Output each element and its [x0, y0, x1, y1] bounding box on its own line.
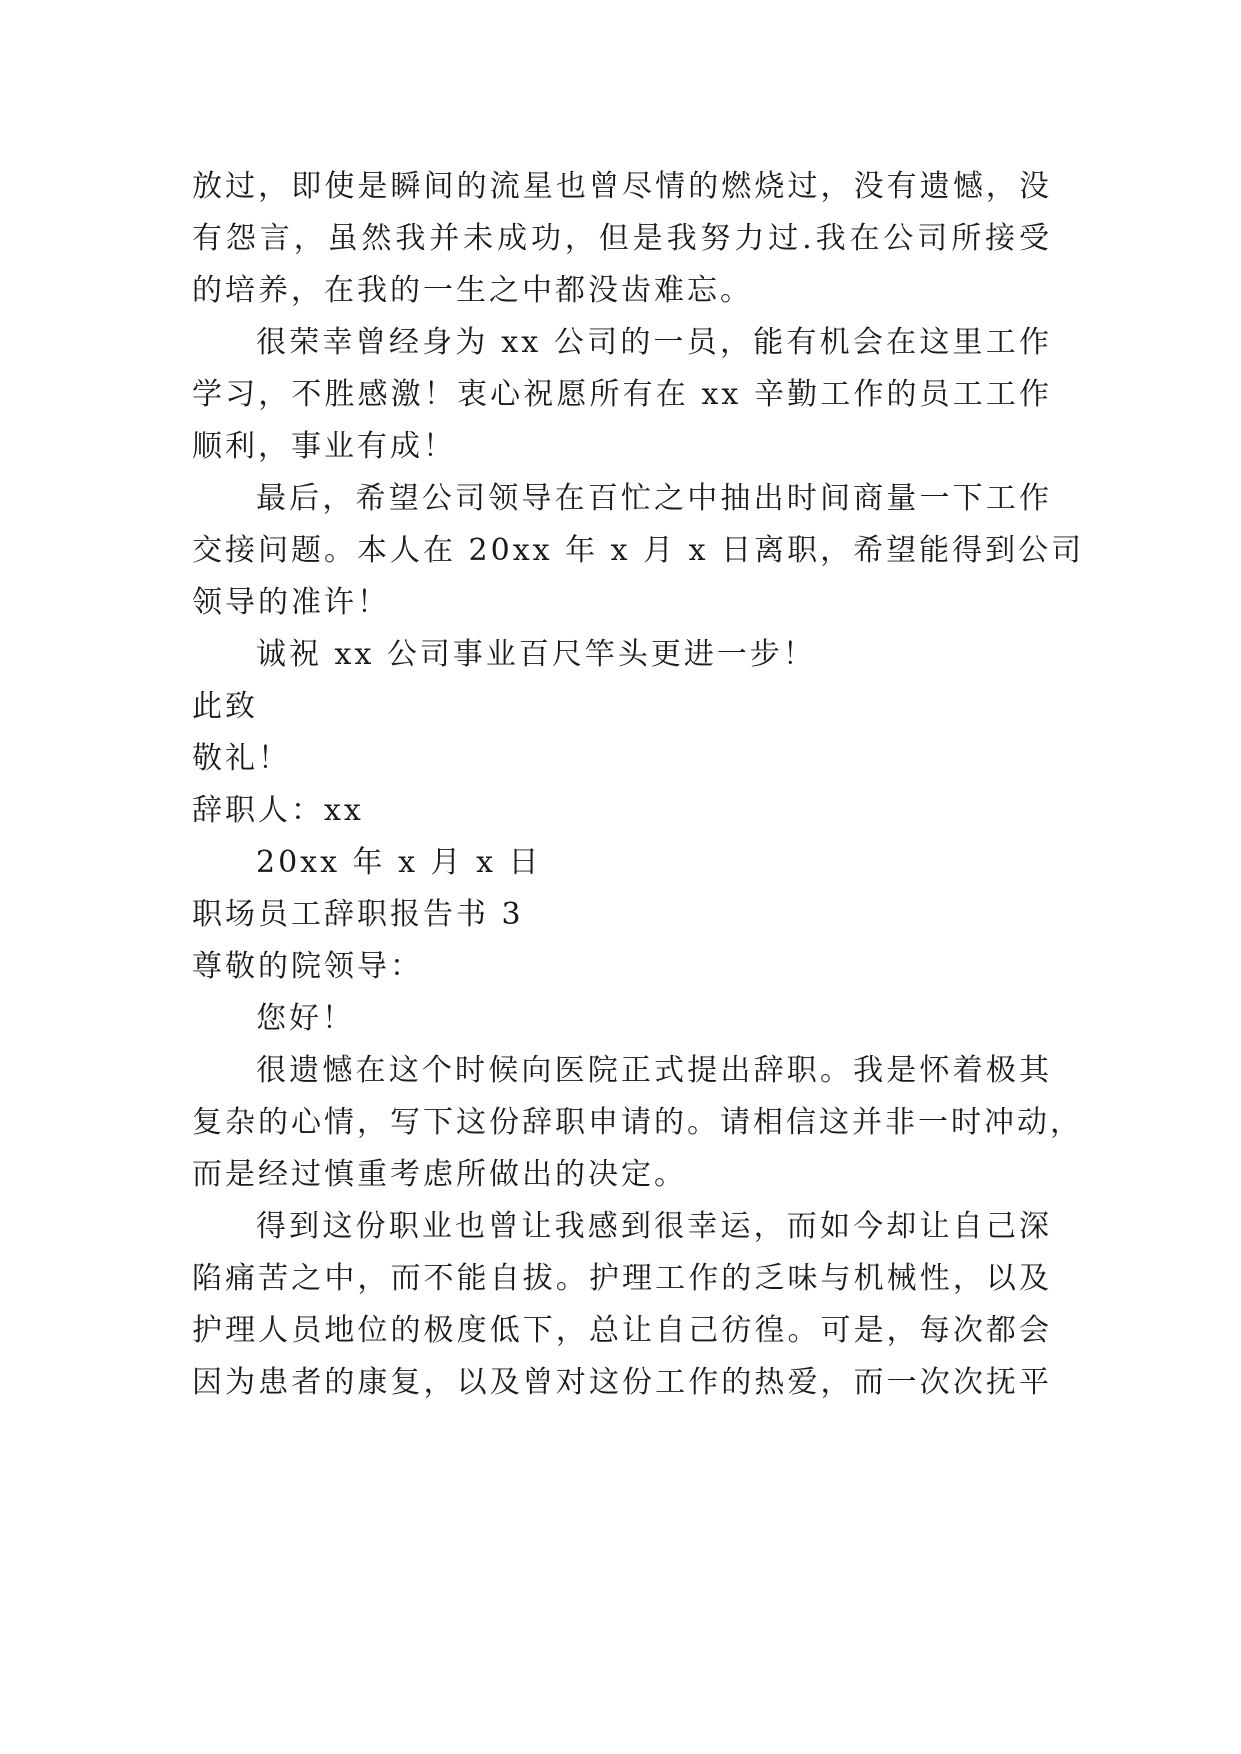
text-line: 因为患者的康复，以及曾对这份工作的热爱，而一次次抚平	[192, 1365, 1052, 1400]
text-line: 交接问题。本人在 20xx 年 x 月 x 日离职，希望能得到公司	[192, 533, 1085, 568]
closing-line: 此致	[192, 689, 258, 724]
text-line: 最后，希望公司领导在百忙之中抽出时间商量一下工作	[256, 481, 1052, 516]
closing-line: 敬礼！	[192, 741, 291, 776]
text-line: 很遗憾在这个时候向医院正式提出辞职。我是怀着极其	[256, 1053, 1052, 1088]
text-line: 领导的准许！	[192, 585, 390, 620]
text-line: 得到这份职业也曾让我感到很幸运，而如今却让自己深	[256, 1209, 1052, 1244]
text-line: 学习，不胜感激！衷心祝愿所有在 xx 辛勤工作的员工工作	[192, 377, 1052, 412]
text-line: 放过，即使是瞬间的流星也曾尽情的燃烧过，没有遗憾，没	[192, 169, 1052, 204]
section-title: 职场员工辞职报告书 3	[192, 897, 524, 932]
text-line: 的培养，在我的一生之中都没齿难忘。	[192, 273, 753, 308]
text-line: 而是经过慎重考虑所做出的决定。	[192, 1157, 687, 1192]
signature-line: 辞职人：xx	[192, 793, 364, 828]
text-line: 诚祝 xx 公司事业百尺竿头更进一步！	[256, 637, 816, 672]
salutation: 尊敬的院领导：	[192, 949, 423, 984]
text-line: 护理人员地位的极度低下，总让自己彷徨。可是，每次都会	[192, 1313, 1052, 1348]
text-line: 陷痛苦之中，而不能自拔。护理工作的乏味与机械性，以及	[192, 1261, 1052, 1296]
text-line: 有怨言，虽然我并未成功，但是我努力过.我在公司所接受	[192, 221, 1052, 256]
text-line: 顺利，事业有成！	[192, 429, 456, 464]
date-line: 20xx 年 x 月 x 日	[256, 845, 542, 880]
text-line: 很荣幸曾经身为 xx 公司的一员，能有机会在这里工作	[256, 325, 1052, 360]
greeting: 您好！	[256, 1001, 355, 1036]
text-line: 复杂的心情，写下这份辞职申请的。请相信这并非一时冲动，	[192, 1105, 1083, 1140]
